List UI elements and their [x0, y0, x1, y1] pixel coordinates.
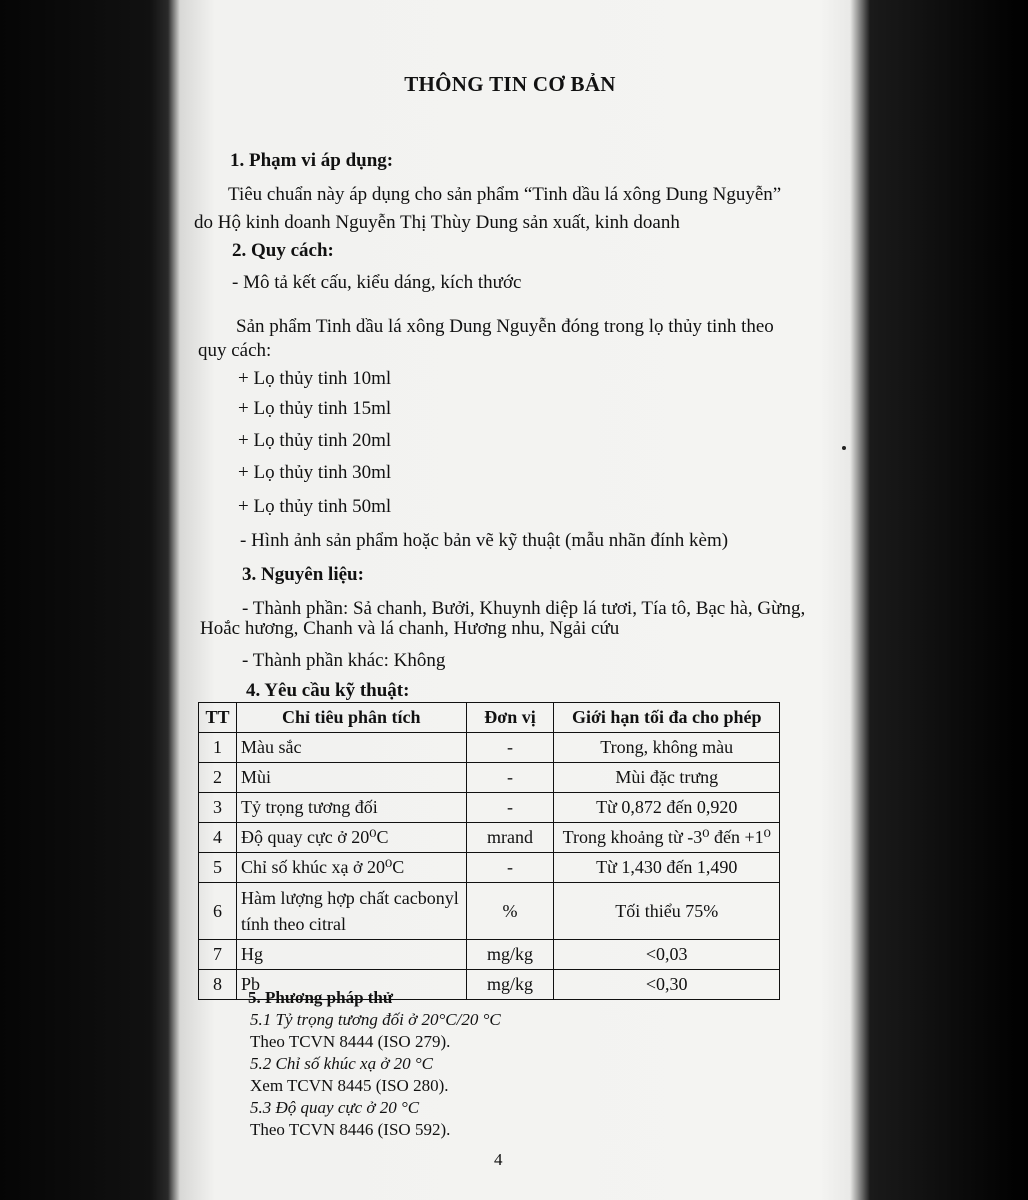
column-header-limit: Giới hạn tối đa cho phép [554, 703, 780, 733]
table-cell-criterion: Tỷ trọng tương đối [236, 793, 466, 823]
method-3-reference: Theo TCVN 8446 (ISO 592). [250, 1120, 451, 1139]
page-title: THÔNG TIN CƠ BẢN [404, 72, 616, 96]
method-2-title: 5.2 Chỉ số khúc xạ ở 20 °C [250, 1054, 434, 1073]
table-cell-unit: - [466, 733, 554, 763]
table-cell-tt: 8 [199, 970, 237, 1000]
table-row [199, 940, 780, 970]
section-3-heading: 3. Nguyên liệu: [242, 564, 364, 585]
table-cell-limit: Tối thiểu 75% [554, 883, 780, 940]
table-row [199, 853, 780, 883]
table-cell-tt: 7 [199, 940, 237, 970]
ingredients-line-2: Hoắc hương, Chanh và lá chanh, Hương nhu, Ngải cứu [200, 618, 620, 639]
table-cell-criterion: Hg [236, 940, 466, 970]
table-cell-tt: 5 [199, 853, 237, 883]
section-5-heading: 5. Phương pháp thử [248, 988, 394, 1007]
scope-line-1: Tiêu chuẩn này áp dụng cho sản phẩm “Tinh dầu lá xông Dung Nguyễn” [228, 184, 782, 205]
ingredients-line-1: - Thành phần: Sả chanh, Bưởi, Khuynh diệp lá tươi, Tía tô, Bạc hà, Gừng, [242, 598, 806, 619]
scan-speck [842, 446, 846, 450]
technical-requirements-table [198, 702, 780, 1000]
spec-paragraph-line-1: Sản phẩm Tinh dầu lá xông Dung Nguyễn đóng trong lọ thủy tinh theo [236, 316, 774, 337]
table-cell-unit: mrand [466, 823, 554, 853]
section-4-heading: 4. Yêu cầu kỹ thuật: [246, 680, 410, 701]
table-row [199, 823, 780, 853]
table-cell-tt: 1 [199, 733, 237, 763]
bottle-item-30ml: + Lọ thủy tinh 30ml [238, 462, 392, 483]
table-cell-criterion: Độ quay cực ở 20⁰C [236, 823, 466, 853]
spec-paragraph-line-2: quy cách: [198, 340, 272, 361]
table-cell-criterion: Hàm lượng hợp chất cacbonyl tính theo citral [236, 883, 466, 940]
table-cell-tt: 6 [199, 883, 237, 940]
bottle-item-15ml: + Lọ thủy tinh 15ml [238, 398, 392, 419]
page-number: 4 [494, 1150, 503, 1169]
table-cell-unit: % [466, 883, 554, 940]
method-1-reference: Theo TCVN 8444 (ISO 279). [250, 1032, 451, 1051]
table-cell-limit: Mùi đặc trưng [554, 763, 780, 793]
scope-line-2: do Hộ kinh doanh Nguyễn Thị Thùy Dung sản xuất, kinh doanh [194, 212, 680, 233]
ingredients-other: - Thành phần khác: Không [242, 650, 446, 671]
table-row [199, 793, 780, 823]
column-header-tt: TT [199, 703, 237, 733]
table-cell-unit: - [466, 793, 554, 823]
table-cell-limit: Từ 0,872 đến 0,920 [554, 793, 780, 823]
section-1-heading: 1. Phạm vi áp dụng: [230, 150, 394, 171]
table-cell-criterion: Màu sắc [236, 733, 466, 763]
table-cell-unit: - [466, 763, 554, 793]
method-3-title: 5.3 Độ quay cực ở 20 °C [250, 1098, 420, 1117]
column-header-unit: Đơn vị [466, 703, 554, 733]
bottle-item-10ml: + Lọ thủy tinh 10ml [238, 368, 392, 389]
spec-subheading-1: - Mô tả kết cấu, kiểu dáng, kích thước [232, 272, 522, 293]
bottle-item-20ml: + Lọ thủy tinh 20ml [238, 430, 392, 451]
table-cell-tt: 3 [199, 793, 237, 823]
section-2-heading: 2. Quy cách: [232, 240, 334, 261]
method-1-title: 5.1 Tỷ trọng tương đối ở 20°C/20 °C [250, 1010, 501, 1029]
column-header-criterion: Chỉ tiêu phân tích [236, 703, 466, 733]
table-cell-criterion: Pb [236, 970, 466, 1000]
table-cell-unit: mg/kg [466, 970, 554, 1000]
table-cell-limit: Từ 1,430 đến 1,490 [554, 853, 780, 883]
table-cell-tt: 4 [199, 823, 237, 853]
table-cell-limit: <0,30 [554, 970, 780, 1000]
table-cell-limit: Trong khoảng từ -3⁰ đến +1⁰ [554, 823, 780, 853]
table-cell-limit: Trong, không màu [554, 733, 780, 763]
spec-subheading-2: - Hình ảnh sản phẩm hoặc bản vẽ kỹ thuật (mẫu nhãn đính kèm) [240, 530, 729, 551]
document-page [170, 0, 850, 1200]
table-row [199, 763, 780, 793]
table-cell-criterion: Mùi [236, 763, 466, 793]
table-cell-limit: <0,03 [554, 940, 780, 970]
table-cell-unit: - [466, 853, 554, 883]
table-cell-tt: 2 [199, 763, 237, 793]
table-cell-unit: mg/kg [466, 940, 554, 970]
bottle-item-50ml: + Lọ thủy tinh 50ml [238, 496, 392, 517]
table-row [199, 883, 780, 940]
method-2-reference: Xem TCVN 8445 (ISO 280). [250, 1076, 449, 1095]
table-cell-criterion: Chỉ số khúc xạ ở 20⁰C [236, 853, 466, 883]
table-row [199, 733, 780, 763]
table-header-row [199, 703, 780, 733]
